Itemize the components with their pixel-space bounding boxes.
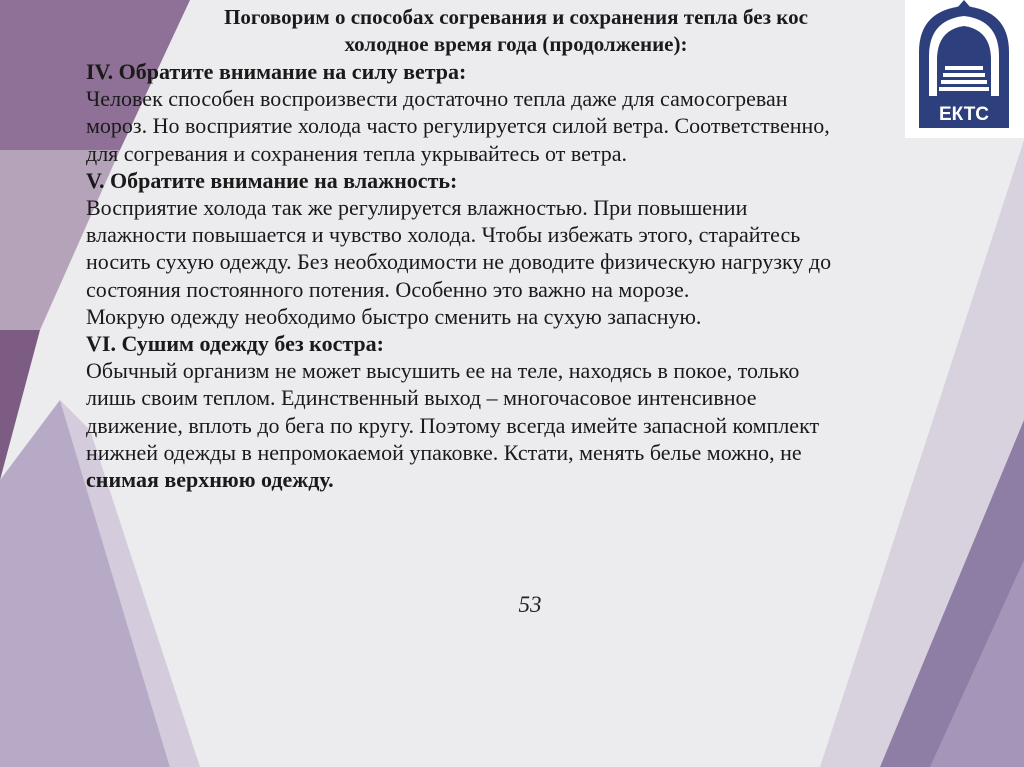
text-line: Мокрую одежду необходимо быстро сменить на сухую запасную. (86, 303, 702, 329)
text-line: мороз. Но восприятие холода часто регулируется силой ветра. Соответственно, (86, 113, 830, 139)
section-paragraph (86, 357, 916, 493)
title-line-2: холодное время года (продолжение): (344, 32, 688, 56)
text-line: состояния постоянного потения. Особенно это важно на морозе. (86, 276, 690, 302)
section-drying (86, 330, 916, 493)
section-heading: IV. Обратите внимание на силу ветра: (86, 59, 467, 84)
text-line: носить сухую одежду. Без необходимости не доводите физическую нагрузку до (86, 249, 832, 275)
section-paragraph (86, 194, 916, 330)
text-line: Человек способен воспроизвести достаточно тепла даже для самосогреван (86, 86, 788, 112)
text-line-bold: снимая верхнюю одежду. (86, 467, 334, 493)
text-line: Восприятие холода так же регулируется влажностью. При повышении (86, 195, 748, 221)
ekts-logo (905, 0, 1024, 138)
page-number: 53 (518, 592, 542, 617)
section-heading: V. Обратите внимание на влажность: (86, 167, 458, 193)
text-line: нижней одежды в непромокаемой упаковке. Кстати, менять белье можно, не (86, 439, 802, 465)
title-line-1: Поговорим о способах согревания и сохранения тепла без кос (224, 5, 808, 29)
slide-content (86, 4, 916, 493)
text-line: Обычный организм не может высушить ее на теле, находясь в покое, только (86, 358, 800, 384)
slide-title (86, 4, 916, 58)
text-line: движение, вплоть до бега по кругу. Поэтому всегда имейте запасной комплект (86, 412, 820, 438)
section-wind (86, 58, 916, 167)
text-line: влажности повышается и чувство холода. Чтобы избежать этого, старайтесь (86, 222, 801, 248)
text-line: лишь своим теплом. Единственный выход – многочасовое интенсивное (86, 385, 757, 411)
section-paragraph (86, 85, 916, 167)
section-humidity (86, 167, 916, 330)
text-line: для согревания и сохранения тепла укрывайтесь от ветра. (86, 140, 628, 166)
section-heading: VI. Сушим одежду без костра: (86, 331, 384, 357)
logo-text: ЕКТС (938, 104, 990, 125)
